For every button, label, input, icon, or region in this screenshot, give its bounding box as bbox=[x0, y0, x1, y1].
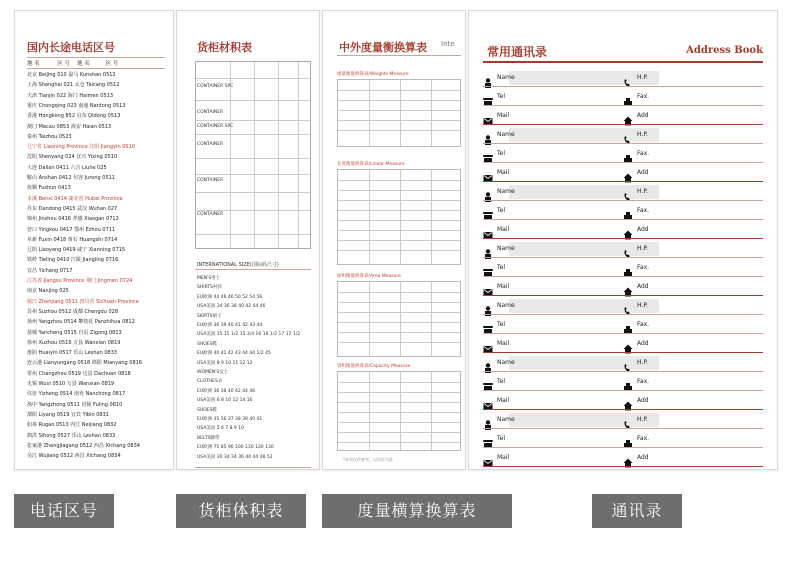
mobile-phone-icon bbox=[623, 187, 633, 197]
telephone-icon bbox=[483, 434, 493, 444]
field-label-name: Name bbox=[497, 131, 515, 138]
list-item: 镇江 Zhenjiang 0511 四川省 Sichuan Province bbox=[27, 298, 139, 305]
field-label-fax: Fax. bbox=[637, 150, 650, 157]
field-label-fax: Fax. bbox=[637, 378, 650, 385]
address-entry-tel-row bbox=[483, 88, 763, 106]
field-label-name: Name bbox=[497, 302, 515, 309]
container-type-label: CONTAINER bbox=[197, 142, 224, 147]
house-icon bbox=[623, 282, 633, 292]
envelope-icon bbox=[483, 111, 493, 121]
section-title: 面积衡量换算表/Area Measure bbox=[337, 274, 401, 279]
field-label-fax: Fax. bbox=[637, 207, 650, 214]
house-icon bbox=[623, 339, 633, 349]
size-row: MEN'S男士 bbox=[197, 276, 221, 281]
field-label-tel: Tel bbox=[497, 435, 506, 442]
size-row: EU欧洲 44 46 46 50 52 54 56 bbox=[197, 294, 263, 300]
field-label-mail: Mail bbox=[497, 454, 510, 461]
field-label-hp: H.P. bbox=[637, 302, 648, 309]
size-row: USA美国 15.15 1/2 15 3/4 16 16 1/2 17 17 1/2 bbox=[197, 332, 301, 338]
field-label-add: Add bbox=[637, 112, 649, 119]
mobile-phone-icon bbox=[623, 301, 633, 311]
address-entry-tel-row bbox=[483, 202, 763, 220]
field-label-add: Add bbox=[637, 169, 649, 176]
footnote: *本表仅供参考，以实际为准 bbox=[343, 457, 393, 462]
list-item: 抚顺 Fushun 0413 bbox=[27, 185, 71, 192]
list-item: 营口 Yingkou 0417 鄂州 Ezhou 0711 bbox=[27, 226, 116, 233]
list-item: 江苏省 Jiangsu Province 荆门 Jingmen 0724 bbox=[27, 278, 133, 284]
fax-icon bbox=[623, 263, 633, 273]
list-item: 连云港 Lianyungang 0518 绵阳 Mianyang 0816 bbox=[27, 360, 142, 367]
address-entry-mail-row bbox=[483, 449, 763, 467]
mobile-phone-icon bbox=[623, 415, 633, 425]
field-label-tel: Tel bbox=[497, 264, 506, 271]
list-item: 鞍山 Anshan 0412 句容 Jurong 0511 bbox=[27, 175, 115, 181]
size-row: USA美国 30 34 34 36 40 44 48 52 bbox=[197, 454, 273, 460]
container-table bbox=[195, 61, 311, 249]
list-item: 铁岭 Tieling 0410 江陵 Jiangling 0716 bbox=[27, 257, 119, 264]
mobile-phone-icon bbox=[623, 358, 633, 368]
container-volume-page bbox=[176, 10, 320, 470]
caption-container-volume: 货柜体积表 bbox=[176, 494, 306, 528]
size-row: USA美国 5 6 7 8 9 10 bbox=[197, 426, 244, 432]
mobile-phone-icon bbox=[623, 244, 633, 254]
intl-size-title: INTERNATIONAL SIZE(国际码尺寸) bbox=[197, 262, 279, 268]
house-icon bbox=[623, 225, 633, 235]
fax-icon bbox=[623, 320, 633, 330]
address-entry-tel-row bbox=[483, 430, 763, 448]
size-row: USA美国 34 36 38 40 42 44 46 bbox=[197, 304, 266, 310]
list-item: 苏州 Suzhou 0512 成都 Chengdu 028 bbox=[27, 308, 119, 315]
list-item: 常州 Changzhou 0519 达县 Dachuan 0818 bbox=[27, 370, 131, 377]
measure-conversion-page bbox=[322, 10, 466, 470]
size-row: SKIRTS裙子 bbox=[197, 313, 222, 319]
size-row: EU欧洲 36 39 40 41 42 43 44 bbox=[197, 323, 263, 328]
size-row: CLOTHES衣 bbox=[197, 379, 223, 385]
size-row: USA美国 6 8 10 12 14 16 bbox=[197, 398, 253, 404]
table-header: 地 名 区 号 地 名 区 号 bbox=[27, 61, 119, 67]
list-item: 本溪 Benxi 0414 湖北省 Hubei Province bbox=[27, 195, 123, 202]
field-label-mail: Mail bbox=[497, 340, 510, 347]
field-label-mail: Mail bbox=[497, 112, 510, 119]
field-label-fax: Fax. bbox=[637, 264, 650, 271]
conversion-table bbox=[337, 79, 461, 147]
person-icon bbox=[483, 187, 493, 197]
address-entry-name-row bbox=[483, 297, 763, 315]
telephone-icon bbox=[483, 320, 493, 330]
size-row: EU欧洲 40 41 42 43 44 44 1/2 45 bbox=[197, 351, 271, 357]
list-item: 南京 Nanjing 025 bbox=[27, 288, 69, 295]
list-item: 泗洪 Sihong 0527 乐山 Leshan 0833 bbox=[27, 432, 116, 439]
address-entry-name-row bbox=[483, 240, 763, 258]
telephone-icon bbox=[483, 263, 493, 273]
address-entry-mail-row bbox=[483, 278, 763, 296]
list-item: 仪征 Yizheng 0514 南充 Nanchong 0817 bbox=[27, 391, 126, 398]
size-row: EU欧洲 36 38 40 42 44 46 bbox=[197, 388, 256, 394]
section-title: 重量衡量换算表/Weights Measure bbox=[337, 72, 409, 77]
size-row: EU欧洲 35 36 37 38 39 40 41 bbox=[197, 417, 263, 422]
list-item: 天津 Tianjin 022 海门 Haimen 0513 bbox=[27, 92, 114, 99]
fax-icon bbox=[623, 206, 633, 216]
conversion-table bbox=[337, 281, 461, 357]
address-entry-mail-row bbox=[483, 221, 763, 239]
field-label-name: Name bbox=[497, 245, 515, 252]
address-book-page bbox=[468, 10, 778, 470]
field-label-hp: H.P. bbox=[637, 74, 648, 81]
person-icon bbox=[483, 130, 493, 140]
field-label-hp: H.P. bbox=[637, 245, 648, 252]
caption-address-book: 通讯录 bbox=[592, 494, 682, 528]
list-item: 辽阳 Liaoyang 0419 咸宁 Xianning 0715 bbox=[27, 247, 126, 254]
field-label-hp: H.P. bbox=[637, 416, 648, 423]
house-icon bbox=[623, 453, 633, 463]
address-entry-name-row bbox=[483, 354, 763, 372]
page-title-en: Address Book bbox=[686, 45, 763, 56]
size-row: SHOES鞋 bbox=[197, 407, 217, 413]
address-entry-tel-row bbox=[483, 145, 763, 163]
envelope-icon bbox=[483, 225, 493, 235]
field-label-name: Name bbox=[497, 74, 515, 81]
telephone-icon bbox=[483, 149, 493, 159]
field-label-fax: Fax. bbox=[637, 321, 650, 328]
field-label-add: Add bbox=[637, 340, 649, 347]
envelope-icon bbox=[483, 396, 493, 406]
section-title: 容积衡量换算表/Capacity Measure bbox=[337, 364, 411, 369]
field-label-tel: Tel bbox=[497, 150, 506, 157]
section-title: 长度衡量换算表/Linear Measure bbox=[337, 162, 405, 167]
telephone-icon bbox=[483, 92, 493, 102]
field-label-fax: Fax. bbox=[637, 93, 650, 100]
conversion-table bbox=[337, 371, 461, 451]
field-label-hp: H.P. bbox=[637, 188, 648, 195]
telephone-icon bbox=[483, 206, 493, 216]
container-type-label: CONTAINER bbox=[197, 178, 224, 183]
caption-measure-conversion: 度量横算换算表 bbox=[322, 494, 512, 528]
field-label-tel: Tel bbox=[497, 321, 506, 328]
field-label-add: Add bbox=[637, 283, 649, 290]
fax-icon bbox=[623, 377, 633, 387]
list-item: 大连 Dalian 0411 六合 Liuhe 025 bbox=[27, 164, 107, 171]
fax-icon bbox=[623, 434, 633, 444]
field-label-hp: H.P. bbox=[637, 131, 648, 138]
address-entry-tel-row bbox=[483, 259, 763, 277]
envelope-icon bbox=[483, 282, 493, 292]
container-type-label: CONTAINER SPC bbox=[197, 124, 234, 129]
list-item: 澳门 Macau 0853 海安 Haian 0513 bbox=[27, 123, 112, 130]
list-item: 徐州 Xuzhou 0516 万县 Wanxian 0819 bbox=[27, 339, 121, 346]
list-item: 无锡 Wuxi 0510 万县 Wanxian 0819 bbox=[27, 381, 115, 387]
list-item: 如皋 Rugao 0513 内江 Neijiang 0832 bbox=[27, 422, 117, 429]
size-row: SHOES鞋 bbox=[197, 341, 217, 347]
address-entry-name-row bbox=[483, 411, 763, 429]
mobile-phone-icon bbox=[623, 73, 633, 83]
envelope-icon bbox=[483, 168, 493, 178]
field-label-mail: Mail bbox=[497, 169, 510, 176]
list-item: 溧阳 Liyang 0519 宜宾 Yibin 0831 bbox=[27, 411, 109, 418]
field-label-add: Add bbox=[637, 397, 649, 404]
caption-phone-codes: 电话区号 bbox=[14, 494, 114, 528]
container-type-label: CONTAINER bbox=[197, 110, 224, 115]
list-item: 重庆 Chongqing 023 南通 Nantong 0513 bbox=[27, 102, 126, 109]
person-icon bbox=[483, 244, 493, 254]
mobile-phone-icon bbox=[623, 130, 633, 140]
size-row: BELTS腰带 bbox=[197, 435, 220, 441]
field-label-name: Name bbox=[497, 359, 515, 366]
size-row: WOMEN'S女士 bbox=[197, 370, 229, 375]
list-item: 辽宁省 Liaoning Province 江阴 Jiangyin 0510 bbox=[27, 144, 135, 151]
list-item: 泰州 Taizhou 0523 bbox=[27, 133, 72, 140]
field-label-add: Add bbox=[637, 226, 649, 233]
list-item: 阜新 Fuxin 0418 黄石 Huangshi 0714 bbox=[27, 236, 118, 243]
field-label-mail: Mail bbox=[497, 397, 510, 404]
size-row: SHIRTS衬衫 bbox=[197, 285, 222, 291]
field-label-name: Name bbox=[497, 188, 515, 195]
person-icon bbox=[483, 358, 493, 368]
field-label-tel: Tel bbox=[497, 378, 506, 385]
address-entry-mail-row bbox=[483, 392, 763, 410]
address-entry-mail-row bbox=[483, 107, 763, 125]
list-item: 扬中 Yangzhong 0511 涪陵 Fuling 0810 bbox=[27, 401, 123, 408]
list-item: 香港 Hongkong 852 启东 Qidong 0513 bbox=[27, 113, 121, 120]
list-item: 张家港 Zhangjiagang 0512 西昌 Xichang 0834 bbox=[27, 442, 140, 449]
list-item: 盐城 Yancheng 0515 自贡 Zigong 0813 bbox=[27, 329, 122, 336]
field-label-name: Name bbox=[497, 416, 515, 423]
page-title: 中外度量衡换算表 Inte bbox=[339, 40, 455, 54]
person-icon bbox=[483, 301, 493, 311]
address-entry-tel-row bbox=[483, 316, 763, 334]
fax-icon bbox=[623, 92, 633, 102]
address-entry-name-row bbox=[483, 126, 763, 144]
phone-area-code-page bbox=[14, 10, 174, 470]
list-item: 锦州 Jinzhou 0416 孝感 Xiaogan 0712 bbox=[27, 216, 119, 223]
telephone-icon bbox=[483, 377, 493, 387]
address-entry-name-row bbox=[483, 183, 763, 201]
list-item: 淮阴 Huaiyin 0517 乐山 Leshan 0833 bbox=[27, 350, 118, 357]
field-label-fax: Fax. bbox=[637, 435, 650, 442]
house-icon bbox=[623, 111, 633, 121]
address-entry-name-row bbox=[483, 69, 763, 87]
person-icon bbox=[483, 73, 493, 83]
list-item: 扬州 Yangzhou 0514 攀枝花 Panzhihua 0812 bbox=[27, 319, 135, 326]
list-item: 吴江 Wujiang 0512 西昌 Xichang 0834 bbox=[27, 453, 121, 460]
conversion-table bbox=[337, 169, 461, 265]
size-row: EU欧洲 75 85 90 100 110 120 130 bbox=[197, 445, 274, 451]
house-icon bbox=[623, 396, 633, 406]
address-entry-mail-row bbox=[483, 335, 763, 353]
list-item: 沈阳 Shenyang 024 宜兴 Yixing 0510 bbox=[27, 154, 118, 161]
house-icon bbox=[623, 168, 633, 178]
size-row: USA美国 8 9 10 11 12 12 bbox=[197, 360, 253, 366]
field-label-mail: Mail bbox=[497, 226, 510, 233]
field-label-tel: Tel bbox=[497, 93, 506, 100]
field-label-hp: H.P. bbox=[637, 359, 648, 366]
page-title: 货柜材积表 bbox=[197, 41, 252, 54]
container-type-label: CONTAINER SPC bbox=[197, 84, 234, 89]
list-item: 宜昌 Yichang 0717 bbox=[27, 267, 73, 274]
field-label-add: Add bbox=[637, 454, 649, 461]
address-entry-tel-row bbox=[483, 373, 763, 391]
list-item: 丹东 Dandong 0415 武汉 Wuhan 027 bbox=[27, 205, 118, 212]
page-title: 国内长途电话区号 bbox=[27, 41, 115, 54]
field-label-tel: Tel bbox=[497, 207, 506, 214]
field-label-mail: Mail bbox=[497, 283, 510, 290]
list-item: 北京 Beijing 010 温马 Kunshan 0512 bbox=[27, 72, 116, 78]
list-item: 上海 Shanghai 021 太仓 Taicang 0512 bbox=[27, 82, 120, 89]
envelope-icon bbox=[483, 453, 493, 463]
address-entry-mail-row bbox=[483, 164, 763, 182]
envelope-icon bbox=[483, 339, 493, 349]
fax-icon bbox=[623, 149, 633, 159]
container-type-label: CONTAINER bbox=[197, 212, 224, 217]
person-icon bbox=[483, 415, 493, 425]
page-title: 常用通讯录 bbox=[487, 45, 548, 59]
